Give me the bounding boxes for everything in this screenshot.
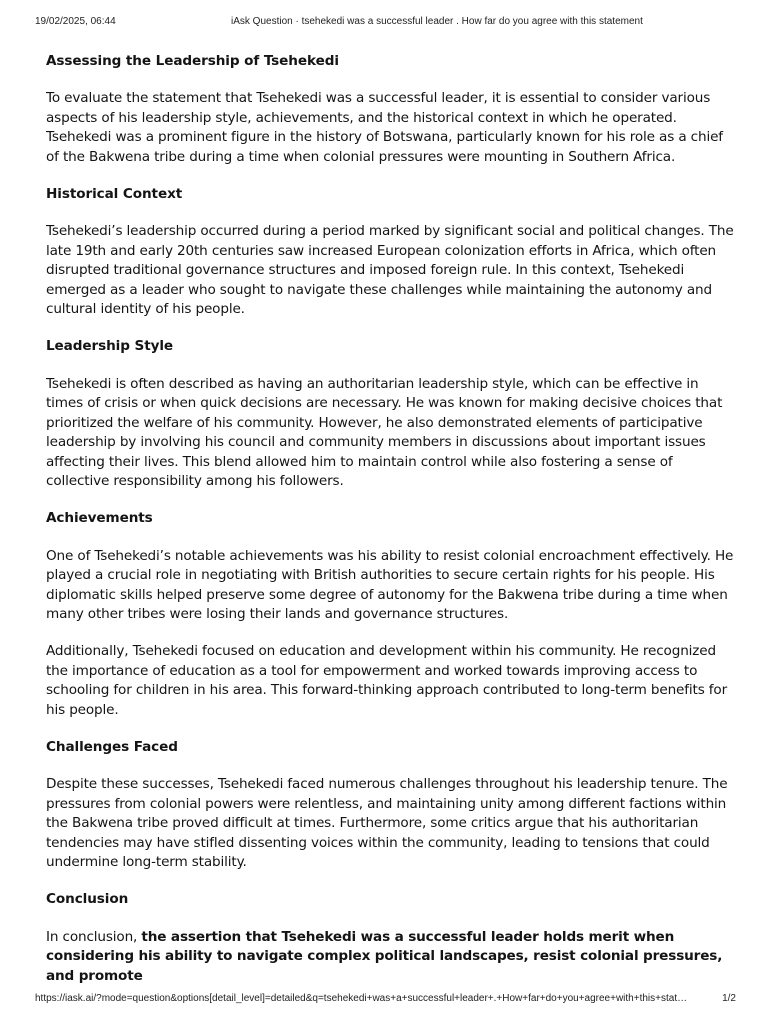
article [46, 52, 736, 986]
print-url: https://iask.ai/?mode=question&options[detail_level]=detailed&q=tsehekedi+was+a+successful+leader+.+How+far+do+you+agree+with+this+stat… [35, 993, 688, 1004]
paragraph: Despite these successes, Tsehekedi faced numerous challenges throughout his leadership tenure. The pressures from colonial powers were relentless, and maintaining unity among different factions within the Bakwena tribe proved difficult at times. Furthermore, some critics argue that his authoritarian tendencies may have stifled dissenting voices within the community, leading to tensions that could undermine long-term stability. [46, 776, 728, 870]
paragraph: Additionally, Tsehekedi focused on education and development within his community. He recognized the importance of education as a tool for empowerment and worked towards improving access to schooling for children in his area. This forward-thinking approach contributed to long-term benefits for his people. [46, 643, 728, 718]
page-number: 1/2 [722, 993, 736, 1004]
section-heading: Challenges Faced [46, 738, 178, 755]
conclusion-heading: Conclusion [46, 891, 129, 908]
print-footer [35, 993, 736, 1007]
section-heading: Leadership Style [46, 338, 174, 355]
section-heading: Assessing the Leadership of Tsehekedi [46, 53, 339, 69]
paragraph: To evaluate the statement that Tsehekedi was a successful leader, it is essential to consider various aspects of his leadership style, achievements, and the historical context in which he operated. Tsehekedi was a prominent figure in the history of Botswana, particularly known for his role as a chief of the Bakwena tribe during a time when colonial pressures were mounting in Southern Africa. [46, 90, 723, 165]
paragraph: Tsehekedi is often described as having an authoritarian leadership style, which can be effective in times of crisis or when quick decisions are necessary. He was known for making decisive choices that prioritized the welfare of his community. However, he also demonstrated elements of participative leadership by involving his council and community members in discussions about important issues affecting their lives. This blend allowed him to maintain control while also fostering a sense of collective responsibility among his followers. [46, 375, 723, 489]
print-page-title: iAsk Question · tsehekedi was a successful leader . How far do you agree with this statement [231, 16, 643, 27]
section-heading: Historical Context [46, 186, 183, 203]
conclusion-bold-statement: the assertion that Tsehekedi was a successful leader holds merit when considering his ability to navigate complex political landscapes, resist colonial pressures, and promote [46, 928, 723, 984]
conclusion-paragraph [46, 928, 736, 986]
section-heading: Achievements [46, 510, 153, 527]
paragraph: Tsehekedi’s leadership occurred during a period marked by significant social and political changes. The late 19th and early 20th centuries saw increased European colonization efforts in Africa, which often disrupted traditional governance structures and imposed foreign rule. In this context, Tsehekedi emerged as a leader who sought to navigate these challenges while maintaining the autonomy and cultural identity of his people. [46, 223, 734, 318]
conclusion-lead: In conclusion, [46, 928, 142, 945]
print-header [35, 16, 733, 30]
paragraph: One of Tsehekedi’s notable achievements was his ability to resist colonial encroachment effectively. He played a crucial role in negotiating with British authorities to secure certain rights for his people. His diplomatic skills helped preserve some degree of autonomy for the Bakwena tribe during a time when many other tribes were losing their lands and governance structures. [46, 547, 734, 622]
print-date: 19/02/2025, 06:44 [35, 16, 116, 27]
